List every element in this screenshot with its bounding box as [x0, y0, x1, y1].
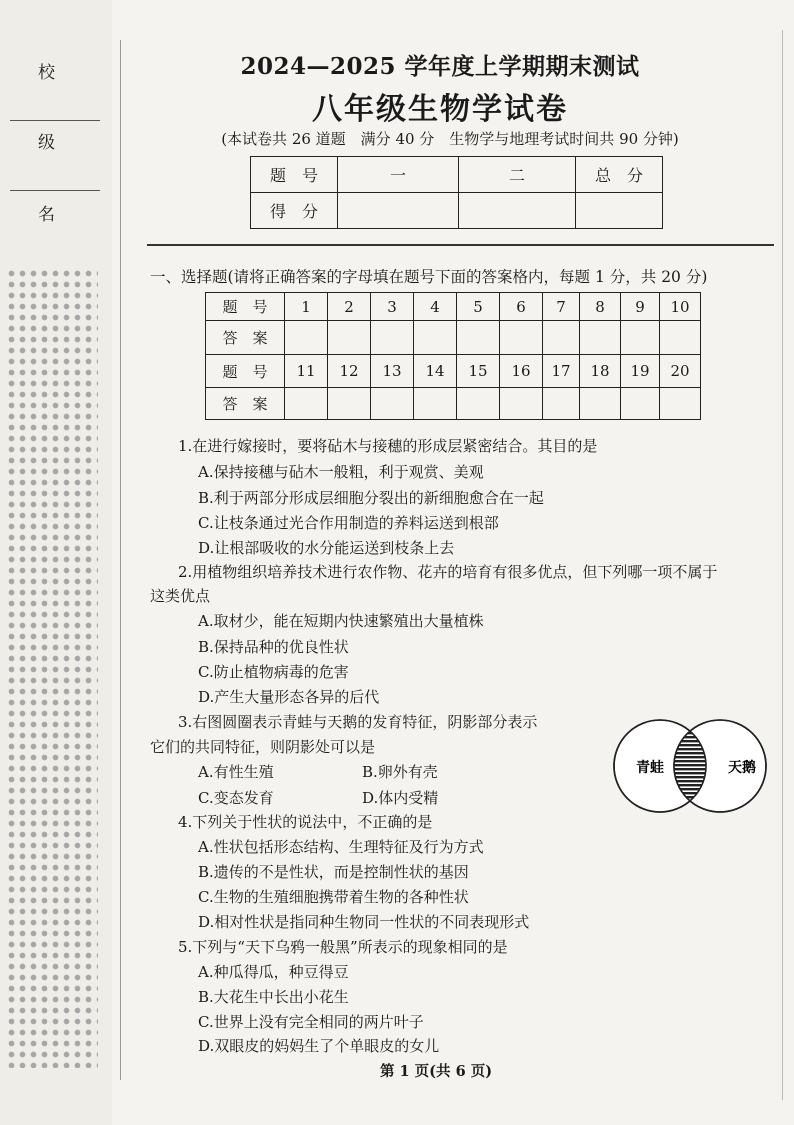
exam-term-title: 2024—2025 学年度上学期期末测试 — [240, 53, 640, 80]
answer-cell[interactable] — [621, 321, 660, 355]
option: C.世界上没有完全相同的两片叶子 — [198, 1013, 424, 1031]
question-stem: 5.下列与“天下乌鸦一般黑”所表示的现象相同的是 — [178, 938, 508, 956]
row-label: 题 号 — [206, 293, 285, 321]
option: D.相对性状是指同种生物同一性状的不同表现形式 — [198, 913, 530, 931]
score-header-cell: 二 — [459, 157, 576, 193]
answer-cell[interactable] — [580, 388, 621, 420]
option: C.生物的生殖细胞携带着生物的各种性状 — [198, 888, 469, 906]
name-label: 名 — [38, 205, 55, 225]
score-header-cell: 总 分 — [576, 157, 663, 193]
answer-table — [205, 292, 701, 420]
option: A.取材少，能在短期内快速繁殖出大量植株 — [198, 612, 484, 630]
section-title: 一、选择题(请将正确答案的字母填在题号下面的答案格内，每题 1 分，共 20 分) — [150, 268, 708, 286]
answer-cell[interactable] — [500, 388, 543, 420]
question-number: 11 — [285, 355, 328, 388]
score-cell[interactable] — [338, 193, 459, 229]
option: B.大花生中长出小花生 — [198, 988, 349, 1006]
binding-margin — [0, 0, 112, 1125]
row-label: 答 案 — [206, 321, 285, 355]
question-number: 3 — [371, 293, 414, 321]
answer-cell[interactable] — [371, 388, 414, 420]
answer-cell[interactable] — [621, 388, 660, 420]
score-cell[interactable] — [576, 193, 663, 229]
divider — [10, 120, 100, 121]
row-label: 答 案 — [206, 388, 285, 420]
question-number: 14 — [414, 355, 457, 388]
frog-label: 青蛙 — [636, 760, 664, 776]
question-stem-cont: 这类优点 — [150, 587, 211, 605]
option: B.利于两部分形成层细胞分裂出的新细胞愈合在一起 — [198, 489, 544, 507]
question-number: 1 — [285, 293, 328, 321]
row-label: 题 号 — [206, 355, 285, 388]
answer-cell[interactable] — [414, 321, 457, 355]
answer-cell[interactable] — [580, 321, 621, 355]
seal-line-pattern — [6, 268, 98, 1068]
answer-cell[interactable] — [660, 321, 701, 355]
question-stem: 2.用植物组织培养技术进行农作物、花卉的培育有很多优点，但下列哪一项不属于 — [178, 563, 718, 581]
question-number: 16 — [500, 355, 543, 388]
option: A.种瓜得瓜，种豆得豆 — [198, 963, 349, 981]
option: C.让枝条通过光合作用制造的养料运送到根部 — [198, 514, 499, 532]
answer-cell[interactable] — [457, 388, 500, 420]
score-table — [250, 156, 663, 229]
option: A.保持接穗与砧木一般粗，利于观赏、美观 — [198, 463, 484, 481]
option: A.性状包括形态结构、生理特征及行为方式 — [198, 838, 484, 856]
answer-cell[interactable] — [457, 321, 500, 355]
option: B.保持品种的优良性状 — [198, 638, 349, 656]
divider — [10, 190, 100, 191]
answer-cell[interactable] — [500, 321, 543, 355]
answer-cell[interactable] — [371, 321, 414, 355]
question-number: 18 — [580, 355, 621, 388]
question-number: 10 — [660, 293, 701, 321]
option: A.有性生殖 — [198, 763, 274, 781]
school-label: 校 — [38, 63, 55, 83]
question-number: 19 — [621, 355, 660, 388]
answer-cell[interactable] — [285, 321, 328, 355]
answer-cell[interactable] — [285, 388, 328, 420]
exam-name: 八年级生物学试卷 — [312, 92, 568, 127]
answer-cell[interactable] — [660, 388, 701, 420]
answer-cell[interactable] — [543, 321, 580, 355]
option: B.遗传的不是性状，而是控制性状的基因 — [198, 863, 469, 881]
score-header-cell: 一 — [338, 157, 459, 193]
question-number: 13 — [371, 355, 414, 388]
question-stem: 1.在进行嫁接时，要将砧木与接穗的形成层紧密结合。其目的是 — [178, 437, 598, 455]
question-number: 9 — [621, 293, 660, 321]
option: D.双眼皮的妈妈生了个单眼皮的女儿 — [198, 1037, 440, 1055]
answer-cell[interactable] — [328, 321, 371, 355]
answer-cell[interactable] — [414, 388, 457, 420]
score-cell[interactable] — [459, 193, 576, 229]
option: D.让根部吸收的水分能运送到枝条上去 — [198, 539, 455, 557]
question-number: 4 — [414, 293, 457, 321]
question-number: 20 — [660, 355, 701, 388]
score-row-label: 得 分 — [251, 193, 338, 229]
page-number: 第 1 页(共 6 页) — [380, 1063, 493, 1080]
question-number: 17 — [543, 355, 580, 388]
header-divider — [147, 244, 774, 246]
option: D.体内受精 — [362, 789, 439, 807]
question-number: 5 — [457, 293, 500, 321]
answer-cell[interactable] — [543, 388, 580, 420]
margin-rule — [120, 40, 121, 1080]
question-number: 2 — [328, 293, 371, 321]
question-stem: 3.右图圆圈表示青蛙与天鹅的发育特征，阴影部分表示 — [178, 713, 538, 731]
question-stem-cont: 它们的共同特征，则阴影处可以是 — [150, 738, 376, 756]
answer-cell[interactable] — [328, 388, 371, 420]
swan-label: 天鹅 — [728, 760, 756, 776]
question-number: 15 — [457, 355, 500, 388]
option: D.产生大量形态各异的后代 — [198, 688, 380, 706]
option: C.变态发育 — [198, 789, 274, 807]
venn-diagram — [600, 716, 780, 816]
option: B.卵外有壳 — [362, 763, 438, 781]
page-edge — [782, 30, 783, 1100]
option: C.防止植物病毒的危害 — [198, 663, 349, 681]
score-header-cell: 题 号 — [251, 157, 338, 193]
exam-note: (本试卷共 26 道题 满分 40 分 生物学与地理考试时间共 90 分钟) — [221, 130, 679, 148]
question-stem: 4.下列关于性状的说法中，不正确的是 — [178, 813, 433, 831]
question-number: 8 — [580, 293, 621, 321]
class-label: 级 — [38, 133, 55, 153]
question-number: 7 — [543, 293, 580, 321]
question-number: 12 — [328, 355, 371, 388]
question-number: 6 — [500, 293, 543, 321]
